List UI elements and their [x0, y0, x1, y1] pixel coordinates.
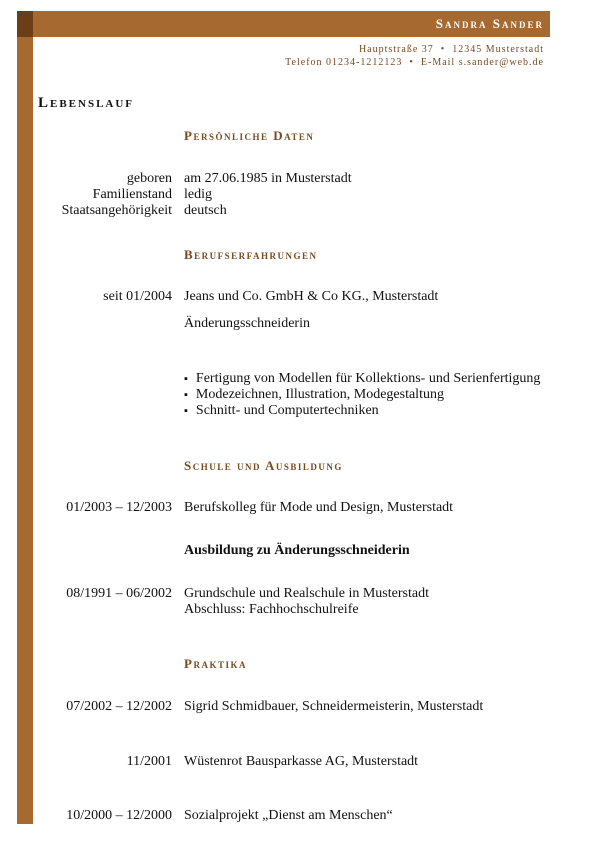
experience-bullet-list — [184, 371, 540, 419]
separator-dot: • — [409, 57, 414, 68]
header-band-corner — [17, 11, 33, 37]
internship-date-1: 07/2002 – 12/2002 — [66, 699, 172, 714]
personal-value-nationality: deutsch — [184, 203, 227, 218]
personal-label-born: geboren — [126, 171, 172, 186]
personal-label-family: Familienstand — [92, 187, 172, 202]
email-address: E-Mail s.sander@web.de — [420, 57, 544, 68]
education-school-1: Berufskolleg für Mode und Design, Musterstadt — [184, 500, 454, 515]
address-city: 12345 Musterstadt — [452, 44, 544, 55]
education-degree-2: Abschluss: Fachhochschulreife — [184, 602, 359, 617]
personal-value-born: am 27.06.1985 in Musterstadt — [184, 171, 352, 186]
section-heading-internships: Praktika — [184, 656, 247, 671]
contact-address — [359, 44, 544, 55]
separator-dot: • — [440, 44, 446, 55]
list-item: ▪ Modezeichnen, Illustration, Modegestaltung — [184, 387, 540, 403]
education-date-2: 08/1991 – 06/2002 — [66, 586, 172, 601]
applicant-name: Sandra Sander — [435, 16, 544, 31]
section-heading-personal: Persönliche Daten — [184, 128, 315, 143]
internship-text-3: Sozialprojekt „Dienst am Menschen“ — [184, 808, 393, 823]
address-street: Hauptstraße 37 — [358, 44, 434, 55]
education-degree-1: Ausbildung zu Änderungsschneiderin — [184, 543, 410, 558]
internship-text-2: Wüstenrot Bausparkasse AG, Musterstadt — [184, 754, 419, 769]
personal-value-family: ledig — [184, 187, 212, 202]
personal-label-nationality: Staatsangehörigkeit — [61, 203, 172, 218]
education-date-1: 01/2003 – 12/2003 — [66, 500, 172, 515]
education-school-2: Grundschule und Realschule in Musterstadt — [184, 586, 429, 601]
experience-company: Jeans und Co. GmbH & Co KG., Musterstadt — [184, 289, 439, 304]
internship-date-3: 10/2000 – 12/2000 — [66, 808, 172, 823]
experience-role: Änderungsschneiderin — [184, 316, 310, 331]
experience-date: seit 01/2004 — [103, 289, 172, 304]
internship-text-1: Sigrid Schmidbauer, Schneidermeisterin, Musterstadt — [184, 699, 484, 714]
section-heading-experience: Berufserfahrungen — [184, 247, 318, 262]
contact-phone-email — [285, 57, 544, 68]
left-accent-stripe — [17, 37, 33, 824]
page-title: Lebenslauf — [38, 95, 135, 111]
list-item: ▪ Schnitt- und Computertechniken — [184, 403, 540, 419]
phone-number: Telefon 01234-1212123 — [285, 57, 403, 68]
internship-date-2: 11/2001 — [126, 754, 172, 769]
list-item: ▪ Fertigung von Modellen für Kollektions- und Serienfertigung — [184, 371, 540, 387]
section-heading-education: Schule und Ausbildung — [184, 458, 343, 473]
